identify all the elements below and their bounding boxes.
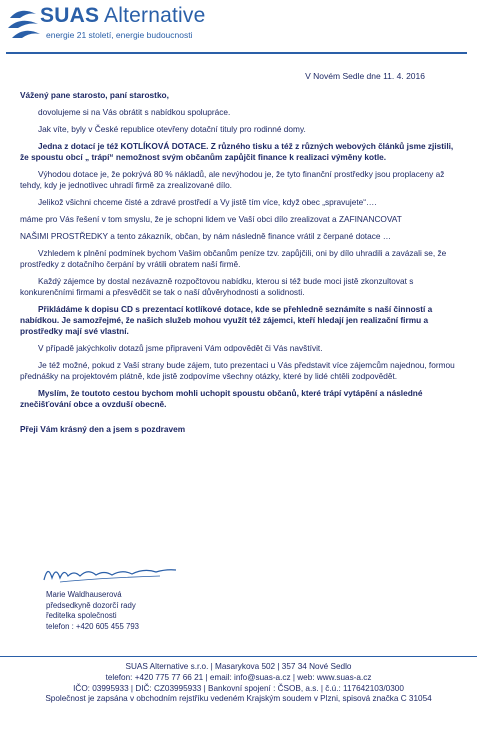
letter-body bbox=[20, 90, 463, 441]
letter-paragraph: Vzhledem k plnění podmínek bychom Vašim občanům peníze tzv. zapůjčili, oni by dílo uhradili a zavázali se, že prostředky z dotačního čerpání by vrátili obratem naší firmě. bbox=[20, 248, 447, 269]
letter-paragraph: Je též možné, pokud z Vaší strany bude zájem, tuto prezentaci u Vás představit více zájemcům najednou, formou přednášky na projektovém plátně, kde jistě zodpovíme všechny otázky, které by lidé chtěli zodpovědět. bbox=[20, 360, 455, 381]
brand-part2: Alternative bbox=[104, 4, 206, 27]
footer-line-1: SUAS Alternative s.r.o. | Masarykova 502 | 357 34 Nové Sedlo bbox=[125, 662, 352, 671]
signature-block bbox=[46, 590, 139, 632]
closing: Přeji Vám krásný den a jsem s pozdravem bbox=[20, 424, 186, 434]
salutation: Vážený pane starosto, paní starostko, bbox=[20, 90, 169, 100]
letter-footer bbox=[0, 662, 477, 705]
letter-paragraphs bbox=[20, 107, 463, 410]
footer-line-4: Společnost je zapsána v obchodním rejstříku vedeném Krajským soudem v Plzni, spisová značka C 31054 bbox=[45, 694, 432, 704]
letter-paragraph: Výhodou dotace je, že pokrývá 80 % nákladů, ale nevýhodou je, že tyto finanční prostředky jsou proplaceny až tehdy, kdy je jednotlivec uhradí firmě za zrealizované dílo. bbox=[20, 169, 445, 190]
letter-paragraph: Jelikož všichni chceme čisté a zdravé prostředí a Vy jistě tím více, když obec „spravujete“…. bbox=[38, 197, 377, 207]
letter-paragraph: Myslím, že toutoto cestou bychom mohli uchopit spoustu občanů, které trápí vytápění a následné znečišťování obce a ovzduší obecně. bbox=[20, 388, 423, 409]
letter-date: V Novém Sedle dne 11. 4. 2016 bbox=[305, 71, 425, 81]
letter-paragraph: Jak víte, byly v České republice otevřeny dotační tituly pro rodinné domy. bbox=[38, 124, 306, 134]
signer-role1: předsedkyně dozorčí rady bbox=[46, 600, 136, 610]
letter-paragraph: dovolujeme si na Vás obrátit s nabídkou spolupráce. bbox=[38, 107, 231, 117]
signer-role2: ředitelka společnosti bbox=[46, 611, 117, 621]
letter-paragraph: V případě jakýchkoliv dotazů jsme připraveni Vám odpovědět či Vás navštívit. bbox=[38, 343, 323, 353]
brand-part1: SUAS bbox=[40, 4, 100, 27]
letter-paragraph: máme pro Vás řešení v tom smyslu, že je schopni lidem ve Vaší obci dílo zrealizovat a ZAFINANCOVAT bbox=[20, 214, 402, 224]
letter-paragraph: Každý zájemce by dostal nezávazně rozpočtovou nabídku, kterou si též bude moci jistě zkonzultovat s konkurenčními firmami a přesvědčit se tak o naší důvěryhodnosti a solidnosti. bbox=[20, 276, 414, 297]
letter-paragraph: Přikládáme k dopisu CD s prezentací kotlíkové dotace, kde se přehledně seznámíte s naší činností a nabídkou. Je samozřejmé, že našich služeb mohou využít též zájemci, kteří hledají jen realizační firmu a prostředky mají své vlastní. bbox=[20, 304, 433, 336]
footer-divider bbox=[0, 656, 477, 657]
brand-name bbox=[40, 4, 205, 28]
letter-paragraph: NAŠIMI PROSTŘEDKY a tento zákazník, občan, by nám následně finance vrátil z čerpané dotace … bbox=[20, 231, 392, 241]
signer-name: Marie Waldhauserová bbox=[46, 590, 122, 599]
signer-phone: telefon : +420 605 455 793 bbox=[46, 621, 139, 631]
header-divider bbox=[6, 52, 467, 54]
footer-line-3: IČO: 03995933 | DIČ: CZ03995933 | Bankovní spojení : ČSOB, a.s. | č.ú.: 117642103/0300 bbox=[73, 683, 404, 693]
signature-icon bbox=[40, 560, 180, 586]
letter-paragraph: Jedna z dotací je též KOTLÍKOVÁ DOTACE. Z různého tisku a též z různých webových článků jsme zjistili, že spoustu obcí „ trápí“ nemožnost svým občanům zapůjčit finance k realizaci výměny kotle. bbox=[20, 141, 454, 162]
footer-line-2: telefon: +420 775 77 66 21 | email: info@suas-a.cz | web: www.suas-a.cz bbox=[105, 672, 372, 682]
brand-tagline: energie 21 století, energie budoucnosti bbox=[46, 30, 193, 40]
